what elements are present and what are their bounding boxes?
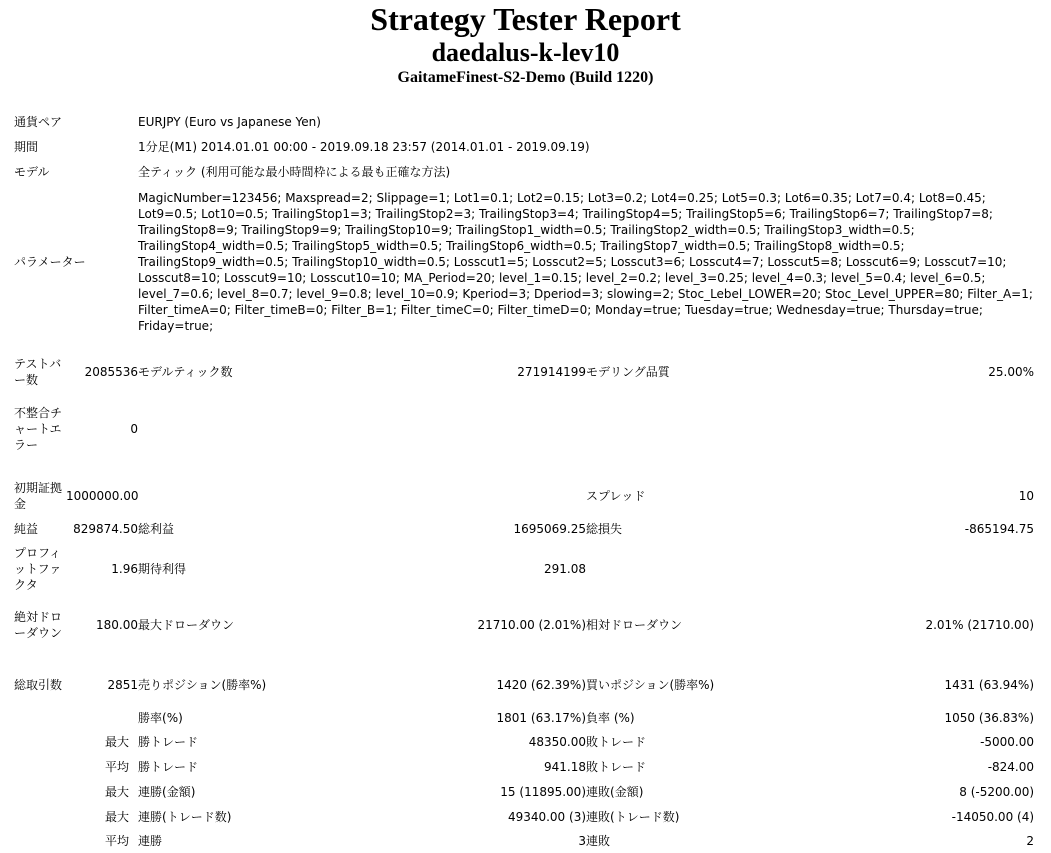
expected-value: 291.08 (544, 562, 587, 576)
consec-losses-value: 8 (-5200.00) (959, 784, 1035, 799)
largest-prefix: 最大 (105, 735, 130, 749)
row-max-consecutive (14, 779, 1034, 804)
deposit-label: 初期証拠金 (14, 481, 63, 511)
largest-win-value: 48350.00 (528, 735, 587, 749)
symbol-label: 通貨ペア (14, 114, 63, 129)
quality-label: モデリング品質 (586, 365, 670, 379)
gross-loss-value: -865194.75 (964, 521, 1035, 536)
expected-label: 期待利得 (138, 562, 187, 576)
consec-loss-label: 連敗(トレード数) (586, 809, 680, 824)
win-value: 1801 (63.17%) (496, 710, 587, 725)
row-profit-factor (14, 541, 1034, 597)
symbol-value: EURJPY (Euro vs Japanese Yen) (138, 114, 321, 129)
avg-consec-loss-value: 2 (1026, 834, 1035, 848)
average-prefix: 平均 (105, 759, 130, 774)
max-consec-amount-prefix: 最大 (105, 809, 130, 824)
avg-loss-value: -824.00 (987, 759, 1035, 774)
row-period (14, 134, 1034, 159)
abs-dd-label: 絶対ドローダウン (14, 610, 63, 640)
max-dd-label: 最大ドローダウン (138, 618, 235, 632)
row-deposit (14, 476, 1034, 516)
parameters-label: パラメーター (14, 255, 86, 269)
long-label: 買いポジション(勝率%) (586, 678, 715, 692)
row-symbol (14, 109, 1034, 134)
total-trades-label: 総取引数 (14, 678, 63, 692)
row-largest (14, 730, 1034, 754)
spread-label: スプレッド (586, 489, 646, 503)
period-label: 期間 (14, 139, 39, 154)
row-win-loss (14, 705, 1034, 730)
deposit-value: 1000000.00 (66, 489, 139, 503)
loss-value: 1050 (36.83%) (944, 710, 1035, 725)
model-value: 全ティック (利用可能な最小時間枠による最も正確な方法) (138, 164, 451, 179)
bars-value: 2085536 (84, 365, 139, 379)
largest-win-label: 勝トレード (138, 735, 199, 749)
gross-profit-label: 総利益 (138, 521, 175, 536)
avg-consec-win-label: 連勝 (138, 834, 163, 848)
avg-consec-prefix: 平均 (105, 834, 130, 848)
ea-name: daedalus-k-lev10 (431, 38, 620, 67)
consec-loss-value: -14050.00 (4) (951, 809, 1035, 824)
row-drawdown (14, 597, 1034, 653)
ticks-value: 271914199 (517, 365, 587, 379)
net-label: 純益 (14, 521, 39, 536)
gross-loss-label: 総損失 (586, 521, 623, 536)
row-model (14, 159, 1034, 184)
row-mismatch (14, 392, 1034, 466)
row-parameters (14, 184, 1034, 340)
consec-profit-value: 49340.00 (3) (507, 809, 587, 824)
avg-consec-win-value: 3 (578, 834, 587, 848)
row-avg-consecutive (14, 829, 1034, 853)
short-label: 売りポジション(勝率%) (138, 678, 267, 692)
consec-profit-label: 連勝(トレード数) (138, 809, 232, 824)
net-value: 829874.50 (73, 521, 139, 536)
consec-wins-label: 連勝(金額) (138, 784, 196, 799)
bars-label: テストバー数 (14, 357, 62, 387)
total-trades-value: 2851 (107, 678, 139, 692)
server-build: GaitameFinest-S2-Demo (Build 1220) (397, 69, 654, 86)
short-value: 1420 (62.39%) (496, 678, 587, 692)
row-average (14, 754, 1034, 779)
rel-dd-value: 2.01% (21710.00) (925, 618, 1035, 632)
avg-consec-loss-label: 連敗 (586, 834, 611, 848)
quality-value: 25.00% (988, 365, 1035, 379)
row-max-consecutive-amount (14, 804, 1034, 829)
mismatch-label: 不整合チャートエラー (14, 406, 63, 452)
avg-loss-label: 敗トレード (586, 759, 647, 774)
row-total-trades (14, 665, 1034, 705)
row-bars (14, 352, 1034, 392)
consec-losses-label: 連敗(金額) (586, 784, 644, 799)
rel-dd-label: 相対ドローダウン (586, 618, 683, 632)
ticks-label: モデルティック数 (138, 365, 233, 379)
consec-wins-value: 15 (11895.00) (500, 784, 587, 799)
spread-value: 10 (1018, 489, 1035, 503)
largest-loss-value: -5000.00 (980, 735, 1035, 749)
gross-profit-value: 1695069.25 (513, 521, 587, 536)
long-value: 1431 (63.94%) (944, 678, 1035, 692)
row-net (14, 516, 1034, 541)
win-label: 勝率(%) (138, 710, 183, 725)
avg-win-value: 941.18 (544, 759, 587, 774)
avg-win-label: 勝トレード (138, 759, 199, 774)
parameters-value: MagicNumber=123456; Maxspread=2; Slippage=1; Lot1=0.1; Lot2=0.15; Lot3=0.2; Lot4=0.25; Lot5=0.3; Lot6=0.35; Lot7=0.4; Lot8=0.45; Lot9=0.5; Lot10=0.5; TrailingStop1=3; TrailingStop2=3; TrailingStop3=4; TrailingStop4=5; TrailingStop5=6; TrailingStop6=7; TrailingStop7=8; TrailingStop8=9; TrailingStop9=9; TrailingStop10=9; TrailingStop1_width=0.5; TrailingStop2_width=0.5; TrailingStop3_width=0.5; TrailingStop4_width=0.5; TrailingStop5_width=0.5; TrailingStop6_width=0.5; TrailingStop7_width=0.5; TrailingStop8_width=0.5; TrailingStop9_width=0.5; TrailingStop10_width=0.5; Losscut1=5; Losscut2=5; Losscut3=6; Losscut4=7; Losscut5=8; Losscut6=9; Losscut7=10; Losscut8=10; Losscut9=10; Losscut10=10; MA_Period=20; level_1=0.15; level_2=0.2; level_3=0.25; level_4=0.3; level_5=0.4; level_6=0.5; level_7=0.6; level_8=0.7; level_9=0.8; level_10=0.9; Kperiod=3; Dperiod=3; slowing=2; Stoc_Lebel_LOWER=20; Stoc_Level_UPPER=80; Filter_A=1; Filter_timeA=0; Filter_timeB=0; Filter_B=1; Filter_timeC=0; Filter_timeD=0; Monday=true; Tuesday=true; Wednesday=true; Thursday=true; Friday=true; (138, 191, 1033, 333)
mismatch-value: 0 (130, 422, 139, 436)
report-table (14, 109, 1034, 853)
pf-value: 1.96 (111, 562, 139, 576)
pf-label: プロフィットファクタ (14, 546, 62, 592)
loss-label: 負率 (%) (586, 710, 635, 725)
largest-loss-label: 敗トレード (586, 735, 647, 749)
abs-dd-value: 180.00 (96, 618, 139, 632)
model-label: モデル (14, 164, 50, 179)
max-consec-prefix: 最大 (105, 784, 130, 799)
max-dd-value: 21710.00 (2.01%) (477, 618, 587, 632)
report-title: Strategy Tester Report (370, 1, 681, 37)
period-value: 1分足(M1) 2014.01.01 00:00 - 2019.09.18 23:57 (2014.01.01 - 2019.09.19) (138, 139, 590, 154)
